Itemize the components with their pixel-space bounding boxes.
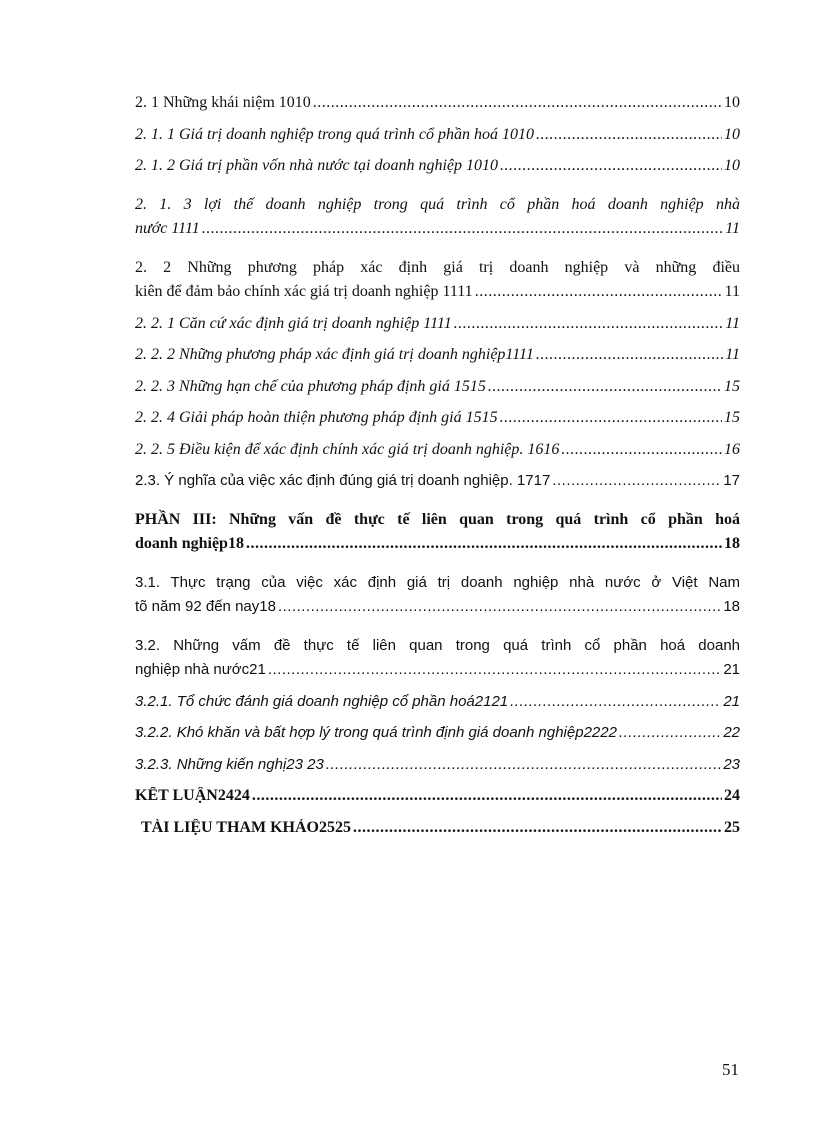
toc-entry[interactable] (135, 346, 740, 378)
toc-leader (268, 661, 722, 678)
toc-entry-page: 22 (723, 724, 740, 741)
toc-leader (536, 346, 723, 364)
toc-entry[interactable] (135, 535, 740, 567)
toc-entry-page: 10 (724, 94, 740, 111)
toc-entry[interactable] (135, 472, 740, 504)
toc-entry[interactable] (135, 787, 740, 819)
toc-leader (353, 819, 722, 837)
toc-leader (278, 598, 721, 615)
toc-entry-page: 11 (724, 283, 740, 300)
toc-entry-text: tõ năm 92 đến nay18 (135, 598, 276, 615)
toc-entry-text: nghiệp nhà nước21 (135, 661, 266, 678)
toc-entry[interactable] (135, 378, 740, 410)
toc-entry-text: 2. 1. 1 Giá trị doanh nghiệp trong quá trình cổ phần hoá 1010 (135, 125, 534, 143)
toc-entry-page: 15 (724, 377, 740, 395)
toc-entry-text: nước 1111 (135, 220, 200, 237)
toc-leader (488, 378, 722, 396)
toc-entry-page: 10 (724, 157, 740, 174)
toc-leader (552, 472, 721, 489)
toc-leader (202, 220, 723, 238)
toc-entry[interactable] (135, 157, 740, 189)
toc-entry-page: 16 (724, 440, 740, 458)
toc-entry-text: doanh nghiệp18 (135, 535, 244, 552)
page-number: 51 (722, 1060, 739, 1079)
toc-leader (500, 157, 722, 175)
toc-entry[interactable] (135, 693, 740, 725)
toc-leader (246, 535, 722, 553)
toc-entry-page: 18 (723, 598, 740, 615)
toc-leader (510, 693, 721, 710)
table-of-contents (135, 94, 740, 850)
toc-entry[interactable] (135, 756, 740, 788)
toc-leader (500, 409, 722, 427)
toc-entry-page: 23 (723, 755, 740, 773)
toc-entry-page: 25 (724, 818, 740, 836)
toc-entry-text: 3.2.3. Những kiến nghị23 23 (135, 755, 324, 773)
toc-entry-text: 2. 1 Những khái niệm 1010 (135, 94, 311, 111)
toc-entry-page: 21 (723, 692, 740, 710)
toc-leader (326, 756, 722, 773)
toc-entry[interactable] (135, 441, 740, 473)
toc-leader (619, 724, 721, 741)
toc-entry-text: 2. 2. 5 Điều kiện để xác định chính xác giá trị doanh nghiệp. 1616 (135, 440, 560, 458)
toc-entry-text-line1[interactable]: 2. 1. 3 lợi thế doanh nghiệp trong quá trình cổ phần hoá doanh nghiệp nhà (135, 195, 740, 213)
toc-entry[interactable] (135, 661, 740, 693)
toc-leader (536, 126, 722, 144)
toc-entry-page: 11 (725, 314, 740, 332)
toc-entry-text: kiên để đảm bảo chính xác giá trị doanh nghiệp 1111 (135, 283, 473, 300)
toc-leader (252, 787, 722, 805)
toc-entry-text: TÀI LIỆU THAM KHẢO2525 (141, 818, 351, 836)
toc-entry-text: 2. 2. 3 Những hạn chế của phương pháp định giá 1515 (135, 377, 486, 395)
toc-entry[interactable] (135, 315, 740, 347)
toc-entry-text: 2. 2. 2 Những phương pháp xác định giá trị doanh nghiệp1111 (135, 346, 534, 363)
toc-entry-page: 15 (724, 409, 740, 426)
toc-entry-text: 2. 2. 1 Căn cứ xác định giá trị doanh nghiệp 1111 (135, 314, 452, 332)
toc-entry[interactable] (135, 126, 740, 158)
toc-leader (475, 283, 723, 301)
toc-entry-text: 2. 1. 2 Giá trị phần vốn nhà nước tại doanh nghiệp 1010 (135, 157, 499, 174)
toc-entry-page: 24 (724, 787, 740, 804)
toc-entry-text-line1[interactable]: 2. 2 Những phương pháp xác định giá trị doanh nghiệp và những điều (135, 258, 740, 276)
toc-entry-page: 11 (725, 220, 740, 237)
toc-entry[interactable] (135, 598, 740, 630)
toc-entry-page: 10 (724, 125, 740, 143)
toc-entry-text-line1[interactable]: 3.2. Những vấm đề thực tế liên quan trong quá trình cổ phần hoá doanh (135, 636, 740, 654)
toc-entry[interactable] (135, 220, 740, 252)
toc-entry-text: 2.3. Ý nghĩa của việc xác định đúng giá trị doanh nghiệp. 1717 (135, 472, 551, 489)
toc-entry[interactable] (135, 409, 740, 441)
toc-entry[interactable] (135, 94, 740, 126)
toc-entry-text: 3.2.2. Khó khăn và bất hợp lý trong quá trình định giá doanh nghiệp2222 (135, 724, 617, 741)
toc-entry-text-line1[interactable]: PHẦN III: Những vấn đề thực tế liên quan trong quá trình cổ phần hoá (135, 510, 740, 528)
toc-entry-text-line1[interactable]: 3.1. Thực trạng của việc xác định giá trị doanh nghiệp nhà nước ở Việt Nam (135, 573, 740, 591)
toc-entry-page: 18 (724, 535, 740, 552)
toc-entry[interactable] (135, 283, 740, 315)
toc-entry-text: KẾT LUẬN2424 (135, 787, 250, 804)
toc-entry-page: 17 (723, 472, 740, 489)
toc-entry-text: 2. 2. 4 Giải pháp hoàn thiện phương pháp định giá 1515 (135, 409, 498, 426)
toc-entry-text: 3.2.1. Tổ chức đánh giá doanh nghiệp cổ phần hoá2121 (135, 692, 509, 710)
toc-leader (313, 94, 722, 112)
toc-leader (561, 441, 722, 459)
toc-leader (454, 315, 723, 333)
toc-entry[interactable] (135, 819, 740, 851)
toc-entry-page: 11 (725, 346, 740, 363)
toc-entry[interactable] (135, 724, 740, 756)
toc-entry-page: 21 (723, 661, 740, 678)
